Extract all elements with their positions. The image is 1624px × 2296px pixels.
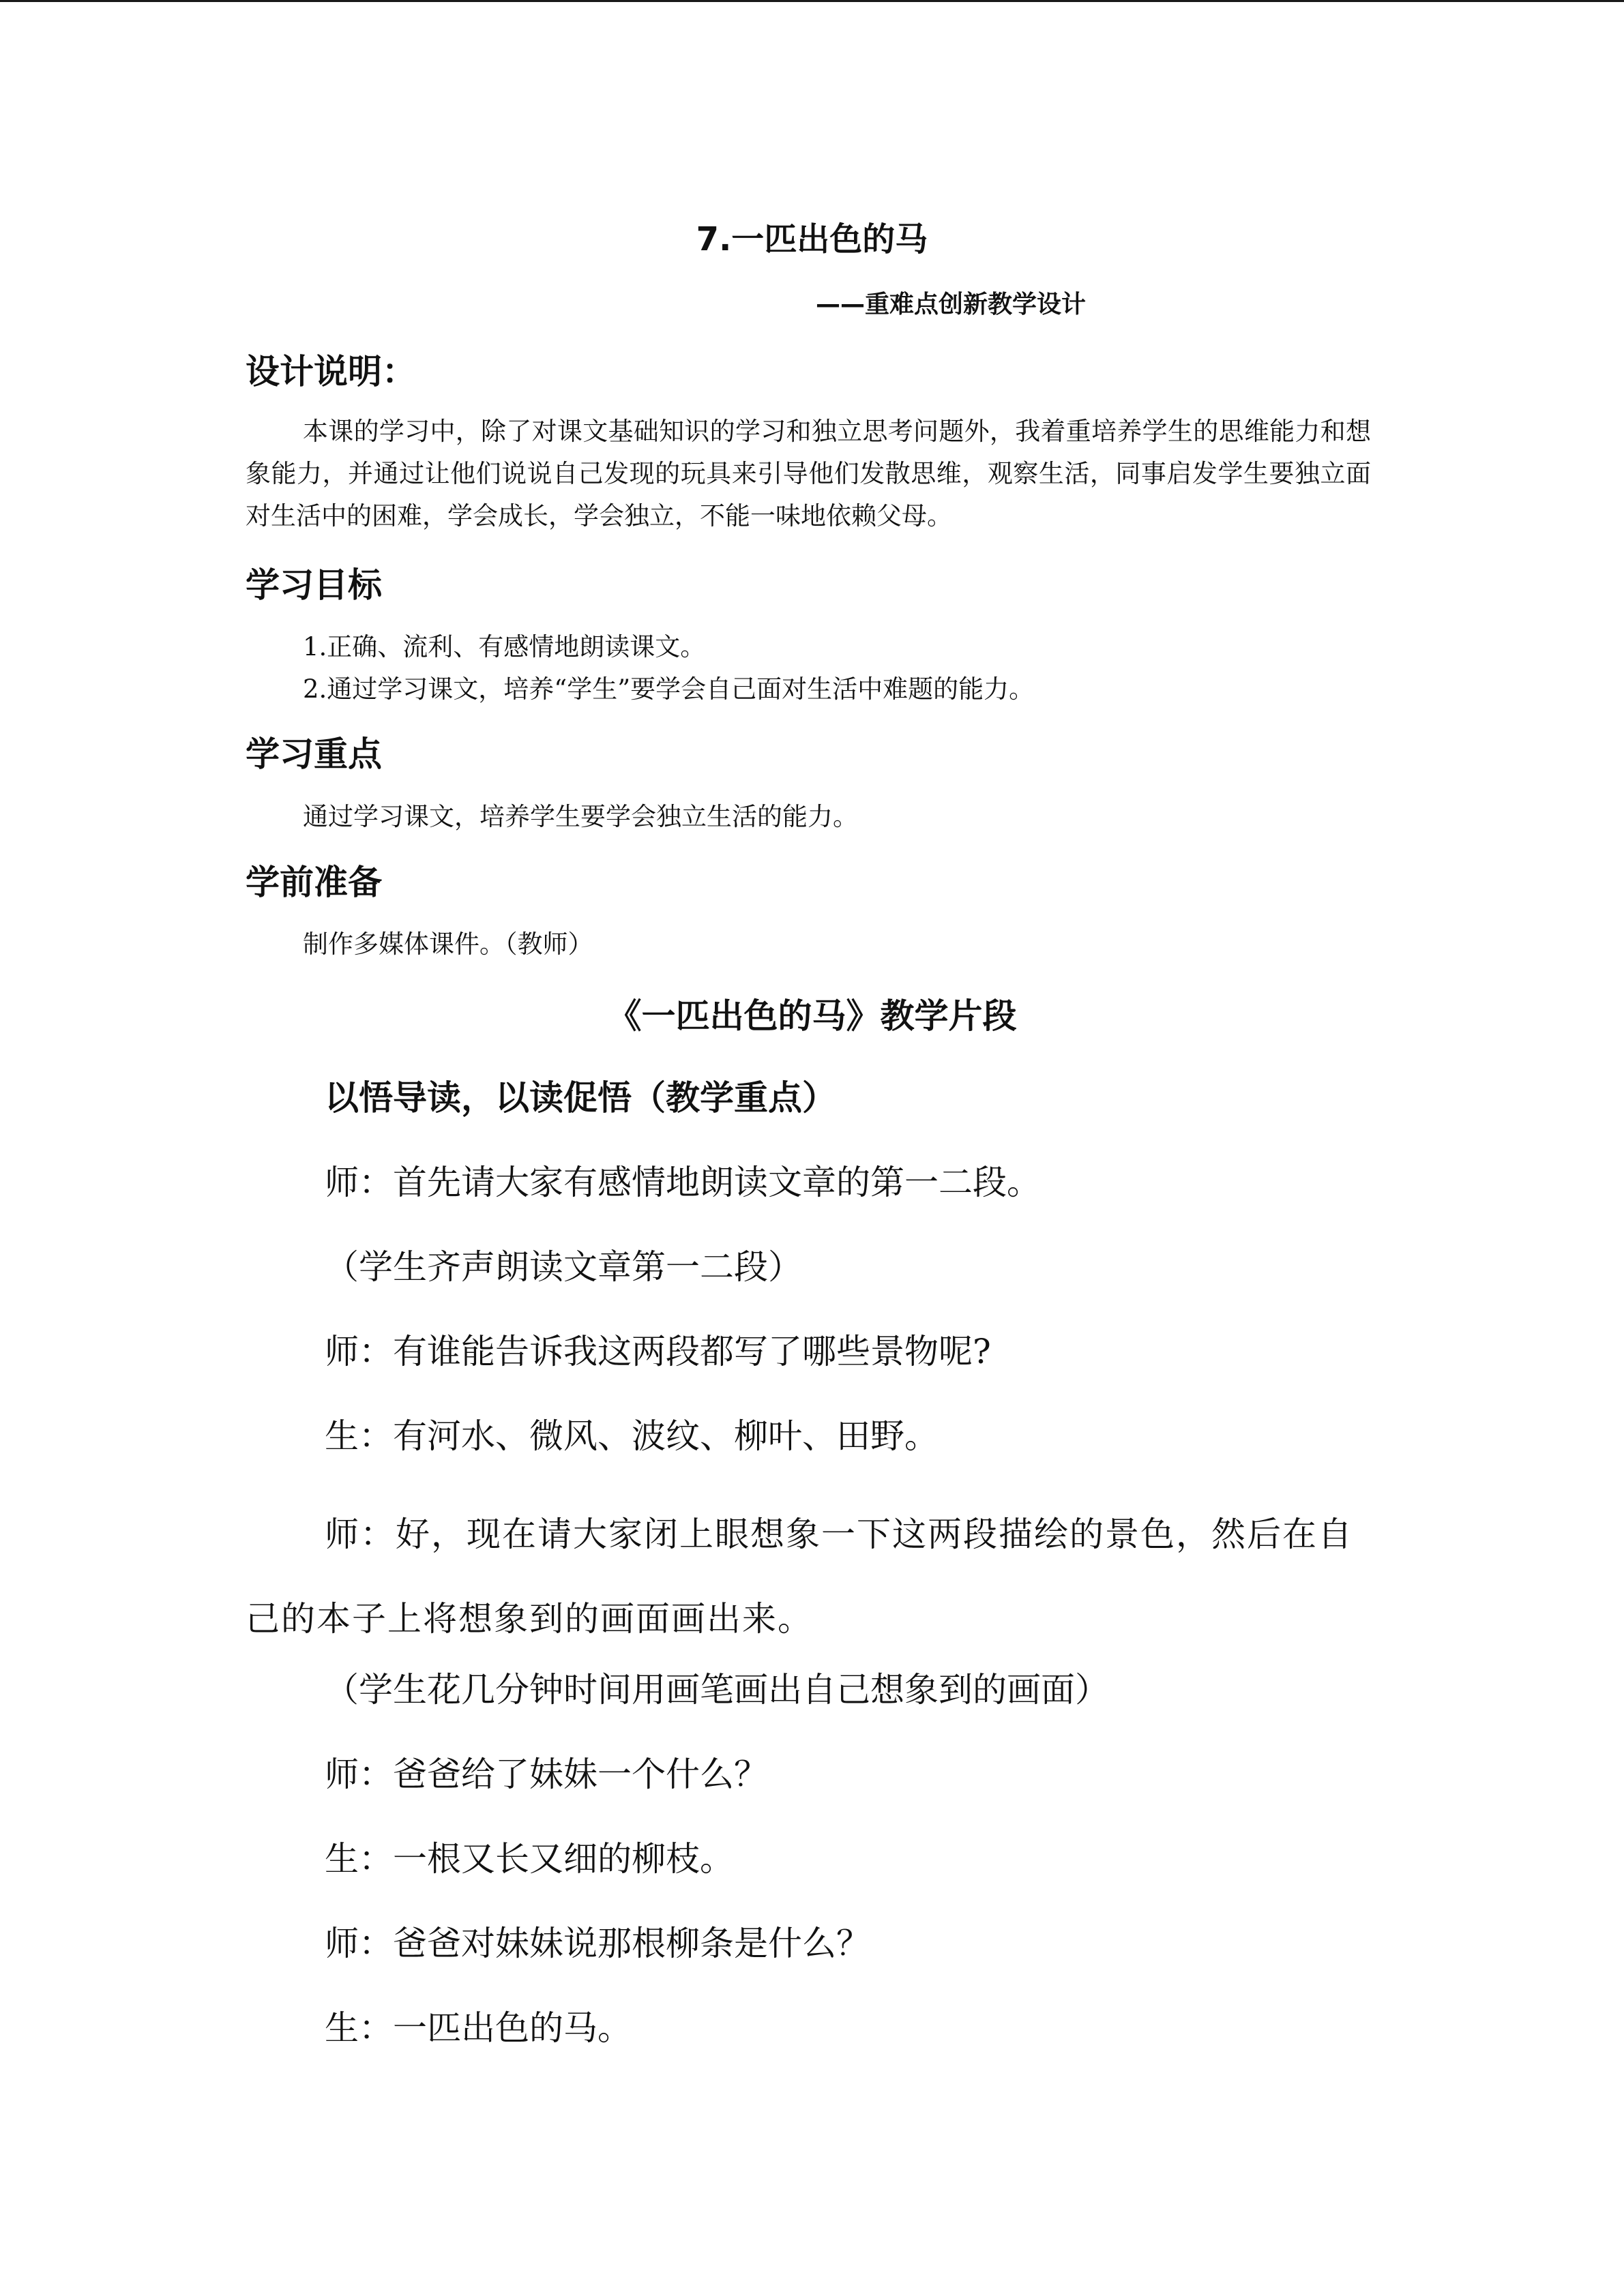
prep-heading: 学前准备 [246,863,382,902]
dialogue-line: 师：爸爸给了妹妹一个什么？ [325,1755,768,1794]
snippet-subheading: 以悟导读，以读促悟（教学重点） [325,1077,836,1118]
design-paragraph: 本课的学习中，除了对课文基础知识的学习和独立思考问题外，我着重培养学生的思维能力和想象能力，并通过让他们说说自己发现的玩具来引导他们发散思维，观察生活，同事启发学生要独立面对生活中的困难，学会成长，学会独立，不能一味地依赖父母。 [246,417,1371,531]
dialogue-line: 师：有谁能告诉我这两段都写了哪些景物呢? [325,1332,991,1371]
goal-item: 2.通过学习课文，培养“学生”要学会自己面对生活中难题的能力。 [303,674,1035,704]
dialogue-line: 生：一根又长又细的柳枝。 [325,1839,734,1879]
focus-text: 通过学习课文，培养学生要学会独立生活的能力。 [303,802,858,831]
dialogue-line: 师：首先请大家有感情地朗读文章的第一二段。 [325,1163,1041,1202]
snippet-title: 《一匹出色的马》教学片段 [607,996,1017,1036]
prep-text: 制作多媒体课件。（教师） [303,929,593,959]
document-subtitle: ——重难点创新教学设计 [816,290,1087,318]
document-title: 7.一匹出色的马 [696,220,928,258]
focus-heading: 学习重点 [246,734,382,774]
dialogue-line: （学生花几分钟时间用画笔画出自己想象到的画面） [325,1670,1109,1710]
dialogue-line: （学生齐声朗读文章第一二段） [325,1247,802,1287]
dialogue-line: 师：爸爸对妹妹说那根柳条是什么？ [325,1924,870,1963]
goal-item: 1.正确、流利、有感情地朗读课文。 [303,632,706,661]
dialogue-line-wrapped: 师：好，现在请大家闭上眼想象一下这两段描绘的景色，然后在自己的本子上将想象到的画面画出来。 [246,1515,1353,1639]
dialogue-line: 生：有河水、微风、波纹、柳叶、田野。 [325,1416,939,1456]
page-top-border [0,0,1624,2]
goals-heading: 学习目标 [246,565,382,605]
design-heading: 设计说明： [246,352,416,391]
dialogue-line: 生：一匹出色的马。 [325,2008,632,2048]
